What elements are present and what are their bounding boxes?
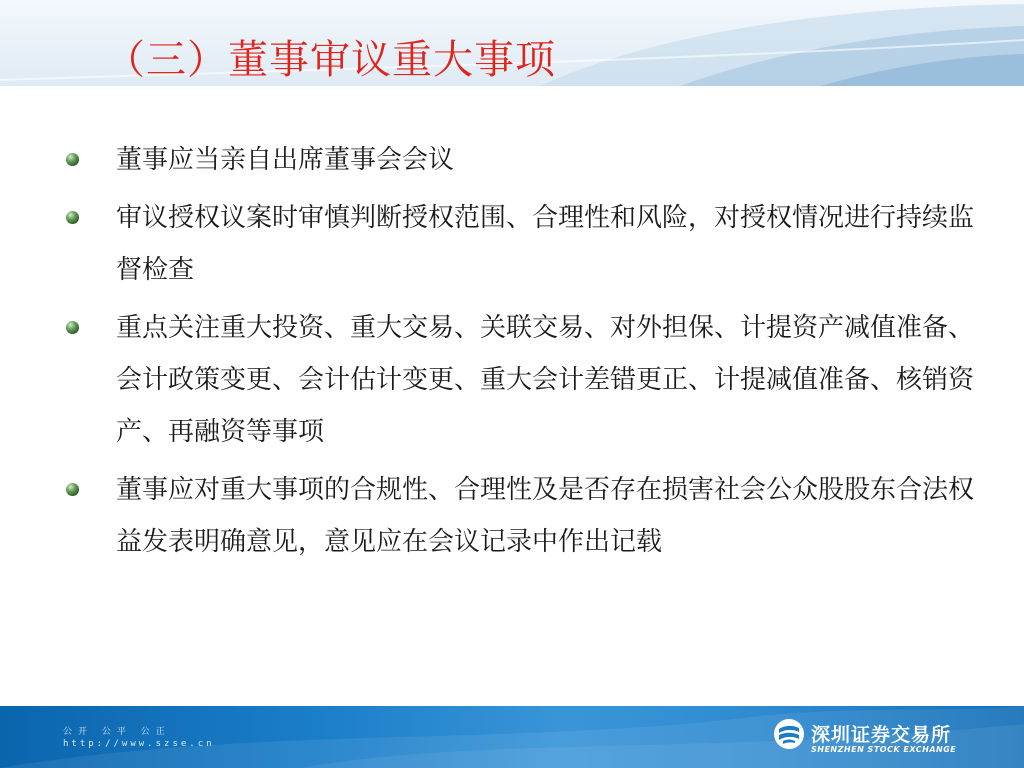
bullet-dot-icon [66,211,79,224]
list-item [66,464,976,568]
bullet-text: 审议授权议案时审慎判断授权范围、合理性和风险，对授权情况进行持续监督检查 [116,203,975,285]
list-item [66,302,976,458]
bullet-list [66,134,976,574]
list-item [66,192,976,296]
bullet-dot-icon [66,321,79,334]
list-item [66,134,976,186]
szse-logo [773,718,973,758]
szse-logo-icon [773,718,805,750]
bullet-text: 董事应对重大事项的合规性、合理性及是否存在损害社会公众股股东合法权益发表明确意见，意见应在会议记录中作出记载 [116,475,975,557]
footer-band [0,706,1024,768]
footer-slogan: 公开 公平 公正 [63,727,171,737]
footer-url: http://www.szse.cn [63,739,215,749]
page-title: （三）董事审议重大事项 [105,37,556,83]
bullet-text: 董事应当亲自出席董事会会议 [116,145,455,175]
logo-chinese-name: 深圳证券交易所 [811,724,952,746]
bullet-dot-icon [66,153,79,166]
bullet-text: 重点关注重大投资、重大交易、关联交易、对外担保、计提资产减值准备、会计政策变更、会计估计变更、重大会计差错更正、计提减值准备、核销资产、再融资等事项 [116,313,975,447]
bullet-dot-icon [66,483,79,496]
logo-english-name: SHENZHEN STOCK EXCHANGE [811,745,957,754]
